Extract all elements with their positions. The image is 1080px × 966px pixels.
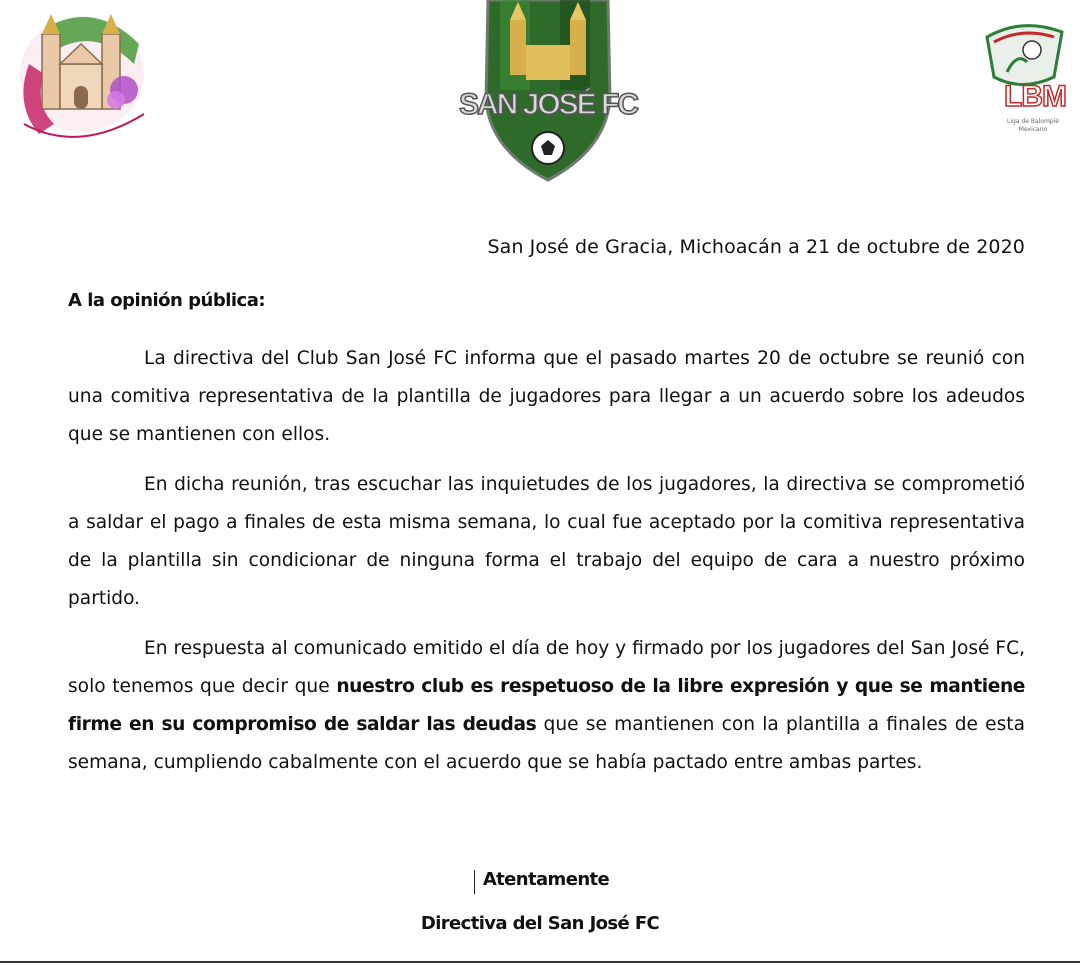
league-logo-subtext: Liga de Balompié Mexicano (1007, 118, 1059, 133)
league-logo (982, 22, 1066, 150)
club-logo-text: SAN JOSÉ FC (458, 88, 638, 121)
paragraph-3-end: que se mantienen con la plantilla a finales de esta semana, cumpliendo cabalmente con el acuerdo que se había pactado entre ambas partes. (68, 714, 1025, 773)
paragraph-3-bold: nuestro club es respetuoso de la libre expresión y que se mantiene firme en su compromiso de saldar las deudas (68, 676, 1025, 735)
league-logo-text: LBM (1004, 80, 1066, 113)
signature: Directiva del San José FC (420, 913, 660, 934)
paragraph-1: La directiva del Club San José FC informa que el pasado martes 20 de octubre se reunió con una comitiva representativa de la plantilla de jugadores para llegar a un acuerdo sobre los adeudos que se mantienen con ellos. (68, 348, 1025, 445)
page-bottom-border (0, 961, 1080, 963)
paragraph-3 (68, 630, 1025, 782)
paragraph-2: En dicha reunión, tras escuchar las inquietudes de los jugadores, la directiva se comprometió a saldar el pago a finales de esta misma semana, lo cual fue aceptado por la comitiva representativa de la plantilla sin condicionar de ninguna forma el trabajo del equipo de cara a nuestro próximo partido. (68, 474, 1025, 609)
closing: Atentamente (482, 869, 610, 890)
letter-body (68, 340, 1025, 794)
paragraph-3-start: En respuesta al comunicado emitido el día de hoy y firmado por los jugadores del San José FC, solo tenemos que decir que (68, 638, 1025, 697)
salutation: A la opinión pública: (68, 290, 266, 311)
club-shield-logo (450, 0, 646, 182)
date-line: San José de Gracia, Michoacán a 21 de octubre de 2020 (487, 236, 1025, 258)
church-logo (4, 4, 150, 152)
